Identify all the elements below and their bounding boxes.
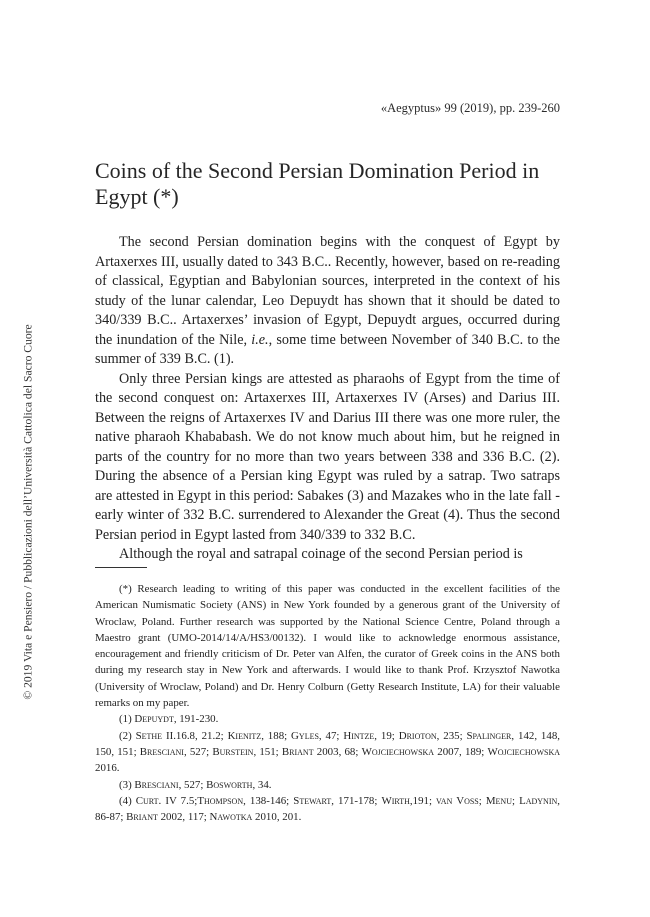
author-ref: Menu bbox=[485, 794, 512, 807]
running-head: «Aegyptus» 99 (2019), pp. 239-260 bbox=[380, 101, 560, 115]
author-ref: Thompson bbox=[197, 794, 244, 807]
author-ref: Nawotka bbox=[209, 811, 253, 824]
footnote-1: (1) Depuydt, 191-230. bbox=[119, 713, 219, 726]
author-ref: Spalinger bbox=[466, 729, 512, 742]
author-ref: Depuydt bbox=[134, 713, 174, 726]
main-text bbox=[95, 233, 560, 565]
author-ref: Kienitz bbox=[227, 729, 262, 742]
author-ref: Bosworth bbox=[206, 778, 253, 791]
paragraph-2: Only three Persian kings are attested as pharaohs of Egypt from the time of the second conquest on: Artaxerxes III, Artaxerxes IV (Arses) and Darius III. Between the reigns of Artaxerxes IV and Darius III there was one more ruler, the native pharaoh Khababash. We do not know much about him, but he reigned in parts of the country for no more than two years between 338 and 336 B.C. (2). During the absence of a Persian king Egypt was ruled by a satrap. Two satraps are attested in Egypt in this period: Sabakes (3) and Mazakes who in the late fall - early winter of 332 B.C. surrendered to Alexander the Great (4). Thus the second Persian period in Egypt lasted from 340/339 to 332 B.C. bbox=[95, 370, 560, 543]
footnote-separator bbox=[95, 567, 147, 568]
footnote-star: (*) Research leading to writing of this paper was conducted in the excellent facilities of the American Numismatic Society (ANS) in New York founded by a generous grant of the University of Wroclaw, Poland. Further research was supported by the National Science Centre, Poland through a Maestro grant (UMO-2014/14/A/HS3/00132). I would like to acknowledge enormous assistance, encouragement and friendly criticism of Dr. Peter van Alfen, the curator of Greek coins in the ANS both during my research stay in New York and afterwards. I would like to thank Prof. Krzysztof Nawotka (University of Wroclaw, Poland) and Dr. Henry Colburn (Getty Research Institute, LA) for their valuable remarks on my paper. bbox=[95, 583, 560, 710]
footnote-2: (2) Sethe II.16.8, 21.2; Kienitz, 188; Gyles, 47; Hintze, 19; Drioton, 235; Spalinger, 142, 148, 150, 151; Bresciani, 527; Burstein, 151; Briant 2003, 68; Wojciechowska 2007, 189; Wojciechowska 2016. bbox=[95, 729, 561, 775]
author-ref: Bresciani bbox=[134, 778, 179, 791]
footnotes bbox=[95, 581, 560, 825]
author-ref: Wirth bbox=[381, 794, 410, 807]
author-ref: Bresciani bbox=[139, 745, 184, 758]
author-ref: Wojciechowska bbox=[487, 745, 561, 758]
author-ref: Burstein bbox=[212, 745, 254, 758]
author-ref: Ladynin bbox=[519, 794, 558, 807]
footnote-3: (3) Bresciani, 527; Bosworth, 34. bbox=[119, 778, 272, 791]
paragraph-3: Although the royal and satrapal coinage of the second Persian period is bbox=[119, 546, 523, 562]
author-ref: van Voss bbox=[436, 794, 479, 807]
author-ref: Briant bbox=[281, 745, 314, 758]
author-ref: Drioton bbox=[398, 729, 437, 742]
author-ref: Sethe bbox=[135, 729, 163, 742]
author-ref: Gyles bbox=[291, 729, 319, 742]
author-ref: Briant bbox=[126, 811, 158, 824]
side-copyright-notice: © 2019 Vita e Pensiero / Pubblicazioni dell’Università Cattolica del Sacro Cuore bbox=[21, 324, 35, 700]
author-ref: Hintze bbox=[343, 729, 375, 742]
paragraph-1: The second Persian domination begins with the conquest of Egypt by Artaxerxes III, usually dated to 343 B.C.. Recently, however, based on re-reading of classical, Egyptian and Babylonian sources, interpreted in the context of his study of the lunar calendar, Leo Depuydt has shown that it should be dated to 340/339 B.C.. Artaxerxes’ invasion of Egypt, Depuydt argues, occurred during the inundation of the Nile, i.e., some time between November of 340 B.C. to the summer of 339 B.C. (1). bbox=[95, 234, 560, 367]
author-ref: Stewart bbox=[293, 794, 332, 807]
author-ref: Wojciechowska bbox=[361, 745, 435, 758]
article-title: Coins of the Second Persian Domination Period in Egypt (*) bbox=[95, 158, 540, 209]
footnote-4: (4) Curt. IV 7.5;Thompson, 138-146; Stewart, 171-178; Wirth,191; van Voss; Menu; Ladynin, 86-87; Briant 2002, 117; Nawotka 2010, 201. bbox=[95, 794, 561, 824]
author-ref: Curt. bbox=[135, 794, 162, 807]
